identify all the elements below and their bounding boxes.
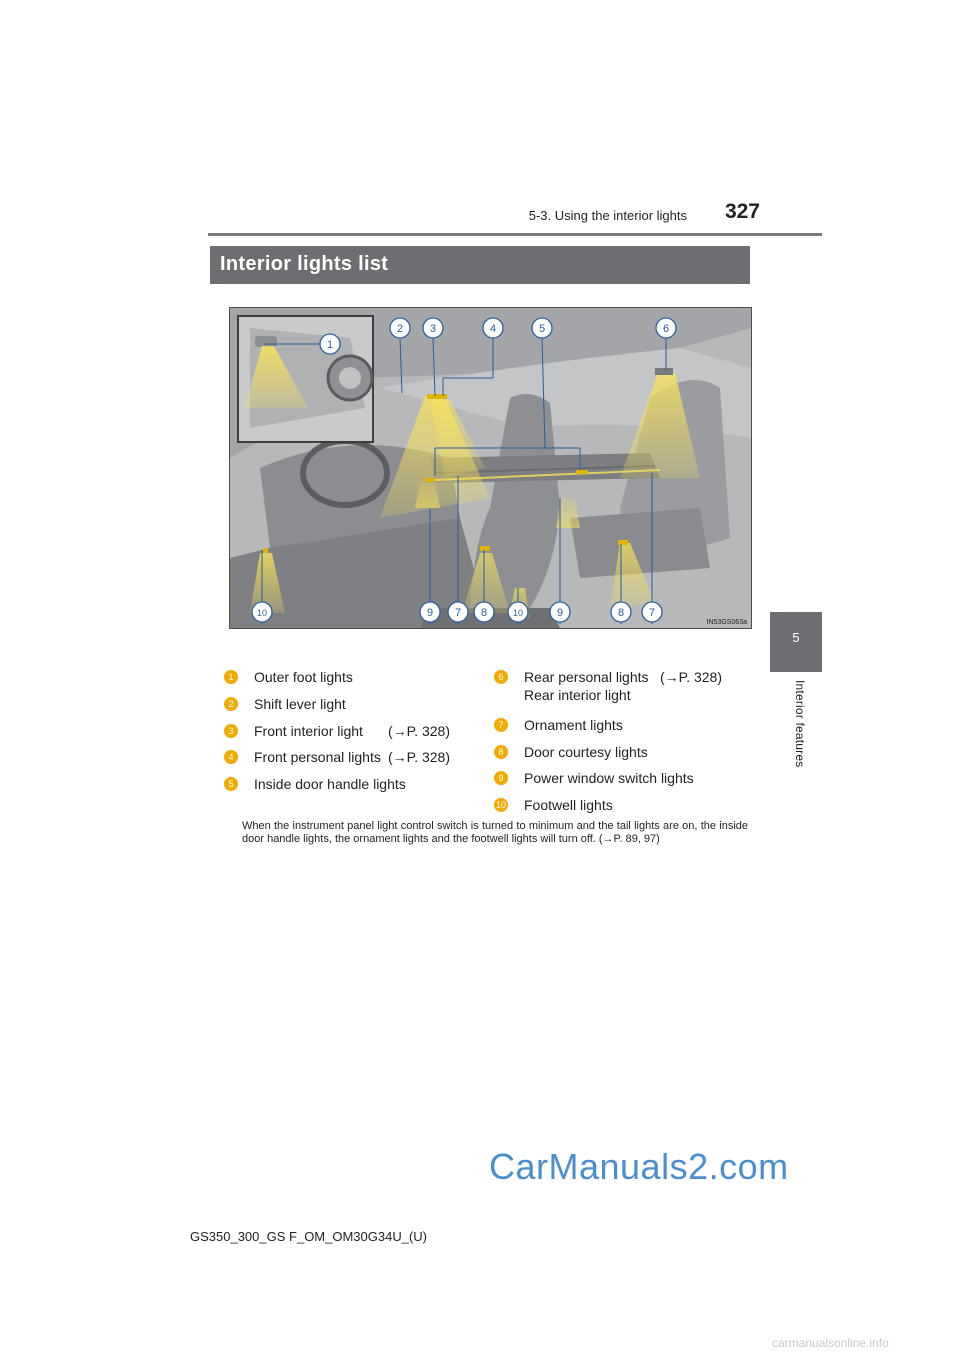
section-label: 5-3. Using the interior lights [528,208,687,223]
watermark-logo: CarManuals2.com [489,1146,789,1187]
callout-number: 5 [538,323,546,335]
legend-sublabel: Rear interior light [524,687,631,703]
callout-number: 8 [617,607,625,619]
legend-label: Front interior light [254,723,363,739]
car-interior-drawing [230,308,751,628]
section-title: Interior lights list [220,253,389,275]
marker-icon: 3 [224,724,238,738]
marker-icon: 9 [494,771,508,785]
header-divider [208,233,822,236]
legend-item-7 [494,716,623,734]
legend-item-1 [224,668,353,686]
marker-icon: 4 [224,750,238,764]
page-reference: (→P. 328) [388,723,450,739]
callout-number: 10 [512,608,524,618]
legend-label: Shift lever light [254,696,346,712]
legend-label: Outer foot lights [254,669,353,685]
callout-number: 10 [256,608,268,618]
interior-lights-illustration [229,307,752,629]
page-number: 327 [724,200,760,223]
marker-icon: 8 [494,745,508,759]
legend-label: Footwell lights [524,797,613,813]
callout-number: 7 [454,607,462,619]
watermark-url: carmanualsonline.info [772,1336,889,1350]
legend-label: Front personal lights [254,749,381,765]
legend-label: Inside door handle lights [254,776,406,792]
legend-item-8 [494,743,648,761]
callout-number: 8 [480,607,488,619]
callout-number: 9 [426,607,434,619]
callout-number: 2 [396,323,404,335]
page-reference: (→P. 328) [660,669,722,685]
legend-item-2 [224,695,346,713]
legend-label: Rear personal lights [524,669,649,685]
legend-label: Ornament lights [524,717,623,733]
callout-number: 4 [489,323,497,335]
callout-number: 7 [648,607,656,619]
marker-icon: 6 [494,670,508,684]
callout-number: 6 [662,323,670,335]
legend-item-5 [224,775,406,793]
marker-icon: 7 [494,718,508,732]
document-code: GS350_300_GS F_OM_OM30G34U_(U) [190,1229,427,1244]
chapter-title: Interior features [793,680,807,768]
marker-icon: 2 [224,697,238,711]
diagram-code: IN53GS063a [706,619,747,626]
marker-icon: 5 [224,777,238,791]
legend-item-6 [494,668,649,704]
footnote: When the instrument panel light control switch is turned to minimum and the tail lights are on, the inside door handle lights, the ornament lights and the footwell lights will turn off. (→P. 89, 97) [242,820,748,845]
legend-item-3 [224,722,363,740]
legend-item-9 [494,769,694,787]
callout-number: 3 [429,323,437,335]
chapter-number: 5 [792,630,800,645]
callout-number: 1 [326,339,334,351]
legend-item-4 [224,748,381,766]
page-reference: (→P. 328) [388,749,450,765]
legend-label: Power window switch lights [524,770,694,786]
callout-number: 9 [556,607,564,619]
marker-icon: 1 [224,670,238,684]
legend-item-10 [494,796,613,814]
legend-label: Door courtesy lights [524,744,648,760]
marker-icon: 10 [495,800,506,810]
